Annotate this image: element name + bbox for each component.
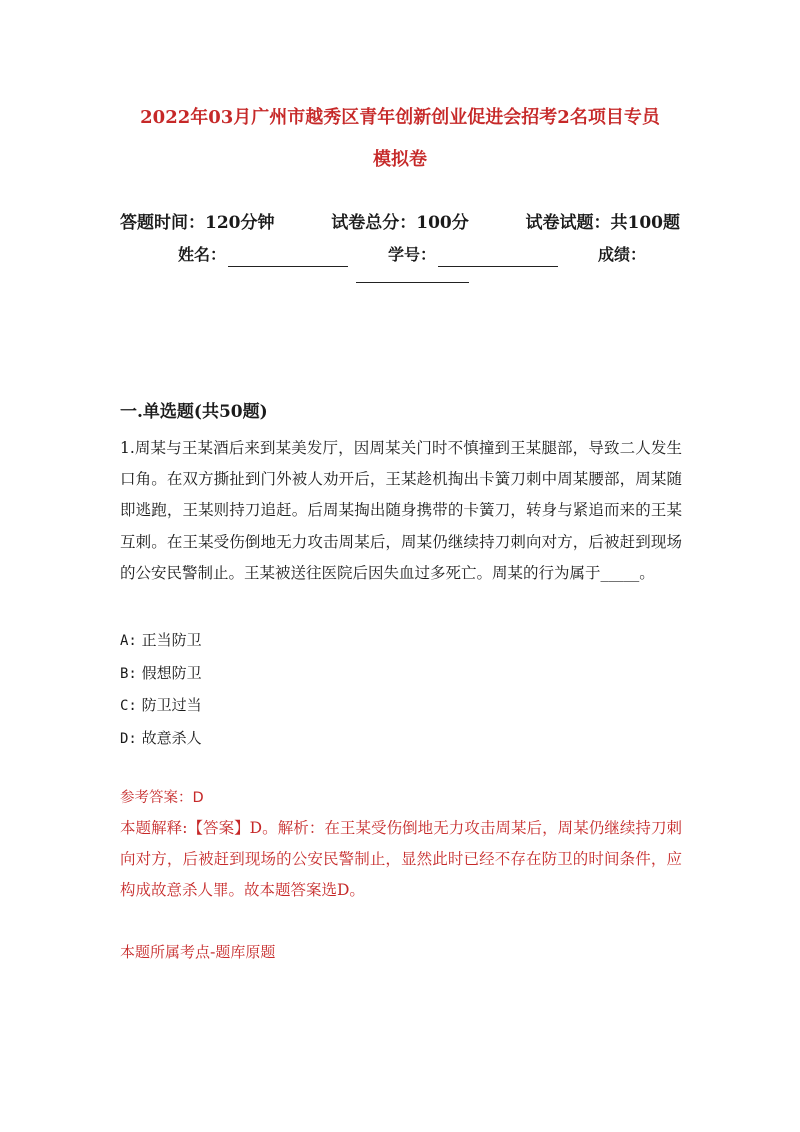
answer-label: 参考答案： (120, 790, 193, 806)
option-list (120, 625, 680, 755)
score-label: 成绩： (598, 245, 647, 264)
reference-answer (120, 784, 204, 811)
option-a-letter: A: (120, 633, 137, 649)
answer-value: D (192, 790, 204, 806)
option-a-text: 正当防卫 (141, 631, 202, 649)
option-c-text: 防卫过当 (141, 696, 202, 714)
score-blank[interactable] (356, 264, 469, 283)
exam-total-score: 试卷总分：100分 (331, 213, 469, 233)
option-d-letter: D: (120, 730, 137, 747)
option-b[interactable] (120, 658, 680, 691)
answer-explanation: 本题解释:【答案】D。解析：在王某受伤倒地无力攻击周某后，周某仍继续持刀刺向对方，后被赶到现场的公安民警制止，显然此时已经不存在防卫的时间条件，应构成故意杀人罪。故本题答案选D。 (120, 819, 682, 899)
student-id-label: 学号： (388, 245, 437, 264)
option-b-letter: B: (120, 665, 137, 682)
exam-time: 答题时间：120分钟 (120, 213, 275, 233)
option-d[interactable] (120, 723, 680, 756)
option-c[interactable] (120, 690, 680, 723)
exam-title-line-2: 模拟卷 (373, 149, 427, 170)
question-stem: 1.周某与王某酒后来到某美发厅，因周某关门时不慎撞到王某腿部，导致二人发生口角。在双方撕扯到门外被人劝开后，王某趁机掏出卡簧刀刺中周某腰部，周某随即逃跑，王某则持刀追赶。后周某掏出随身携带的卡簧刀，转身与紧追而来的王某互刺。在王某受伤倒地无力攻击周某后，周某仍继续持刀刺向对方，后被赶到现场的公安民警制止。王某被送往医院后因失血过多死亡。周某的行为属于_____。 (120, 439, 682, 582)
exam-question-count: 试卷试题：共100题 (525, 213, 680, 233)
question-source: 本题所属考点-题库原题 (120, 943, 276, 961)
section-heading: 一.单选题(共50题) (120, 402, 268, 422)
option-b-text: 假想防卫 (141, 663, 202, 682)
exam-meta-row (120, 210, 680, 236)
option-c-letter: C: (120, 698, 137, 714)
exam-title-line-1: 2022年03月广州市越秀区青年创新创业促进会招考2名项目专员 (140, 107, 660, 128)
option-a[interactable] (120, 625, 680, 658)
name-blank[interactable] (228, 248, 348, 267)
name-label: 姓名： (178, 245, 227, 264)
option-d-text: 故意杀人 (141, 728, 202, 747)
